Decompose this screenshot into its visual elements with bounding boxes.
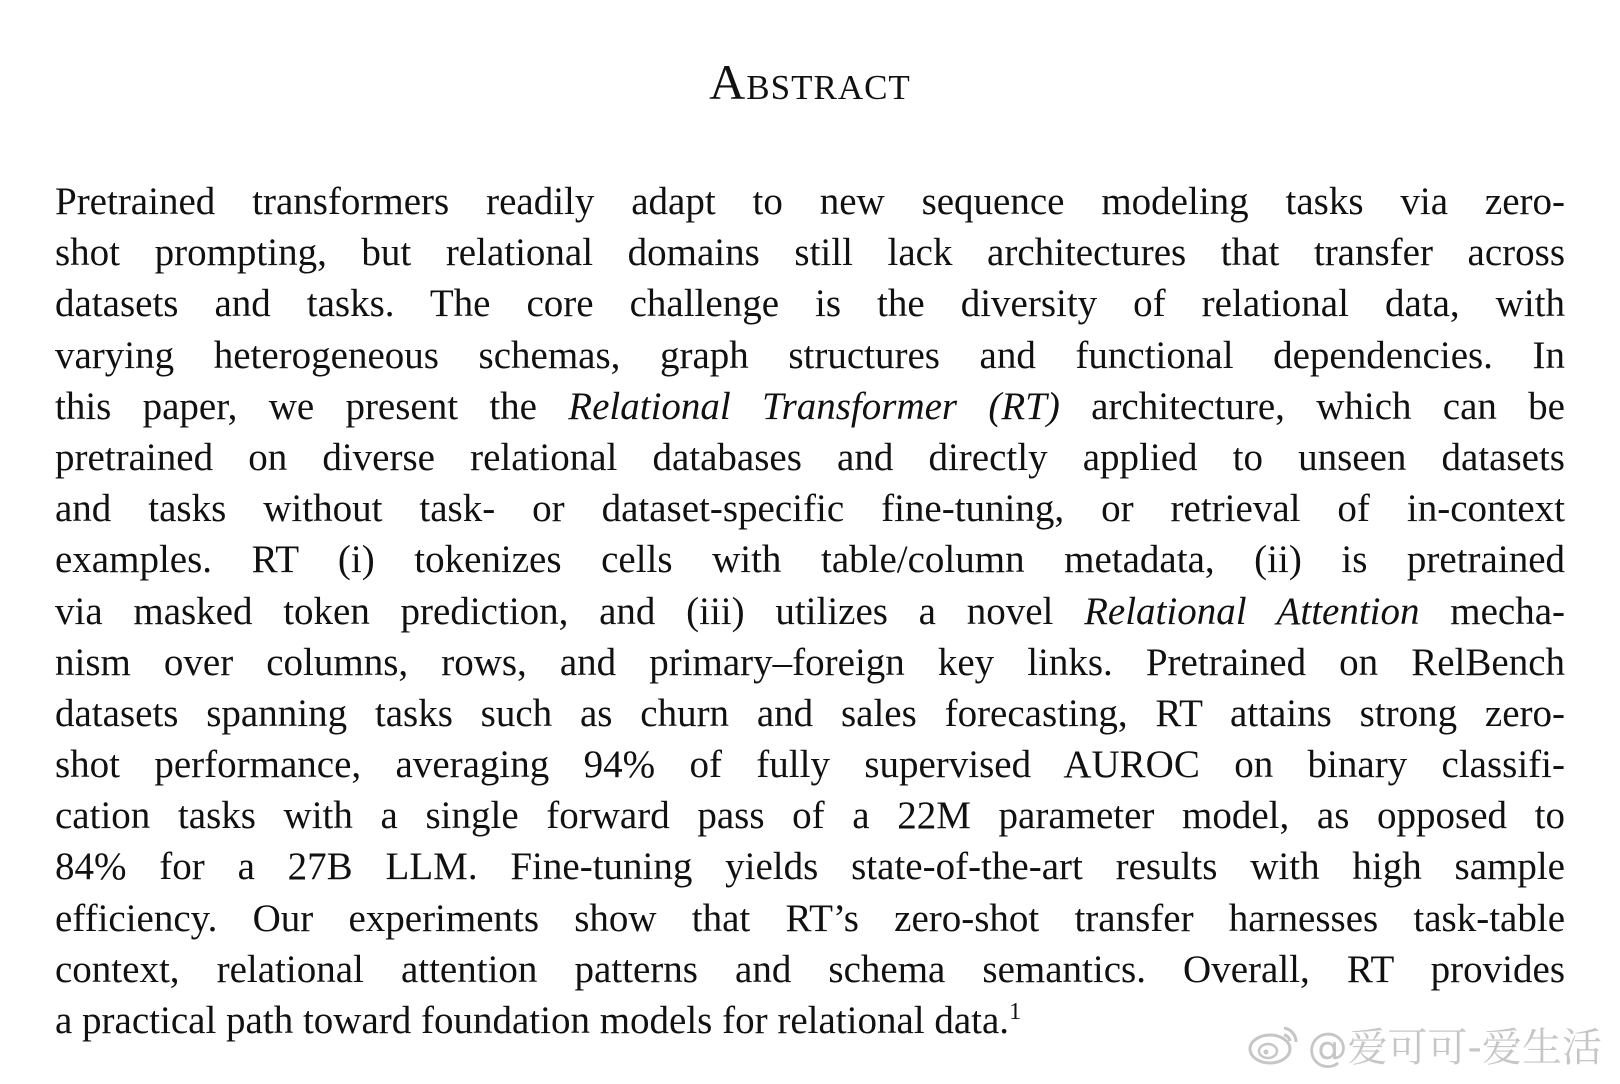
abstract-line: datasets spanning tasks such as churn and sales forecasting, RT attains strong zero- xyxy=(55,691,1565,735)
abstract-body xyxy=(55,176,1565,1046)
abstract-line xyxy=(55,381,1565,432)
abstract-line: pretrained on diverse relational databases and directly applied to unseen datasets xyxy=(55,435,1565,479)
abstract-line: varying heterogeneous schemas, graph structures and functional dependencies. In xyxy=(55,333,1565,377)
abstract-line: efficiency. Our experiments show that RT’s zero-shot transfer harnesses task-table xyxy=(55,896,1565,940)
abstract-line: shot performance, averaging 94% of fully supervised AUROC on binary classifi- xyxy=(55,743,1565,787)
abstract-line: shot prompting, but relational domains still lack architectures that transfer across xyxy=(55,231,1565,275)
abstract-line xyxy=(55,586,1565,637)
footnote-marker: 1 xyxy=(1009,999,1022,1025)
watermark xyxy=(1248,1014,1602,1074)
abstract-line: cation tasks with a single forward pass of a 22M parameter model, as opposed to xyxy=(55,794,1565,838)
abstract-text: a practical path toward foundation models for relational data. xyxy=(55,999,1010,1042)
abstract-text: mecha- xyxy=(1419,589,1565,633)
abstract-line: examples. RT (i) tokenizes cells with table/column metadata, (ii) is pretrained xyxy=(55,538,1565,582)
emphasis-relational-attention: Relational Attention xyxy=(1084,589,1420,633)
abstract-line: and tasks without task- or dataset-specific fine-tuning, or retrieval of in-context xyxy=(55,487,1565,531)
abstract-text: this paper, we present the xyxy=(55,384,569,428)
abstract-text: architecture, which can be xyxy=(1059,384,1565,428)
watermark-text: @爱可可-爱生活 xyxy=(1307,1024,1602,1071)
abstract-text: via masked token prediction, and (iii) utilizes a novel xyxy=(55,589,1085,633)
abstract-line: 84% for a 27B LLM. Fine-tuning yields state-of-the-art results with high sample xyxy=(55,845,1565,889)
emphasis-relational-transformer: Relational Transformer (RT) xyxy=(568,384,1060,428)
abstract-heading: Abstract xyxy=(709,54,911,110)
abstract-line: Pretrained transformers readily adapt to new sequence modeling tasks via zero- xyxy=(55,180,1565,223)
abstract-line: context, relational attention patterns and schema semantics. Overall, RT provides xyxy=(55,947,1565,991)
weibo-icon xyxy=(1248,1022,1300,1066)
abstract-line: datasets and tasks. The core challenge is the diversity of relational data, with xyxy=(55,282,1565,326)
abstract-line: nism over columns, rows, and primary–foreign key links. Pretrained on RelBench xyxy=(55,640,1565,684)
